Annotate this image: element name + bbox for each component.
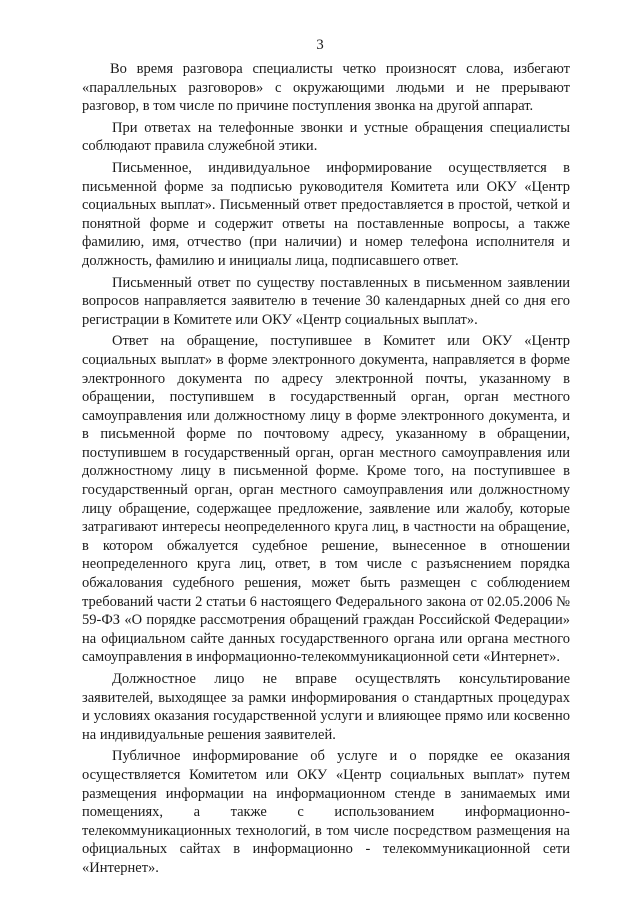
paragraph-written-response-deadline: Письменный ответ по существу поставленных в письменном заявлении вопросов направляется заявителю в течение 30 календарных дней со дня его регистрации в Комитете или ОКУ «Центр социальных выплат». [82, 274, 570, 328]
paragraph-official-limits: Должностное лицо не вправе осуществлять консультирование заявителей, выходящее за рамки информирования о стандартных процедурах и условиях оказания государственной услуги и влияющее прямо или косвенно на индивидуальные решения заявителей. [82, 671, 570, 743]
paragraph-service-ethics: При ответах на телефонные звонки и устные обращения специалисты соблюдают правила служебной этики. [82, 119, 570, 155]
paragraph-electronic-response: Ответ на обращение, поступившее в Комитет или ОКУ «Центр социальных выплат» в форме электронного документа, направляется в форме электронного документа по адресу электронной почты, указанному в обращении, поступившем в государственный орган, орган местного самоуправления или должностному лицу в форме электронного документа, и в письменной форме по почтовому адресу, указанному в обращении, поступившем в государственный орган, орган местного самоуправления или должностному лицу в письменной форме. Кроме того, на поступившее в государственный орган, орган местного самоуправления или должностному лицу обращение, содержащее предложение, заявление или жалобу, которые затрагивают интересы неопределенного круга лиц, в частности на обращение, в котором обжалуется судебное решение, вынесенное в отношении неопределенного круга лиц, ответ, в том числе с разъяснением порядка обжалования судебного решения, может быть размещен с соблюдением требований части 2 статьи 6 настоящего Федерального закона от 02.05.2006 № 59-ФЗ «О порядке рассмотрения обращений граждан Российской Федерации» на официальном сайте данных государственного органа или органа местного самоуправления в информационно-телекоммуникационной сети «Интернет». [82, 333, 570, 666]
paragraph-written-informing: Письменное, индивидуальное информирование осуществляется в письменной форме за подписью руководителя Комитета или ОКУ «Центр социальных выплат». Письменный ответ предоставляется в простой, четкой и понятной форме и содержит ответы на поставленные вопросы, а также фамилию, имя, отчество (при наличии) и номер телефона исполнителя и должность, фамилию и инициалы лица, подписавшего ответ. [82, 159, 570, 269]
paragraph-public-informing: Публичное информирование об услуге и о порядке ее оказания осуществляется Комитетом или ОКУ «Центр социальных выплат» путем размещения информации на информационном стенде в занимаемых ими помещениях, а также с использованием информационно-телекоммуникационных технологий, в том числе посредством размещения на официальных сайтах в информационно - телекоммуникационной сети «Интернет». [82, 748, 570, 876]
document-body [82, 60, 570, 881]
page-number: 3 [316, 37, 324, 53]
paragraph-conversation-rules: Во время разговора специалисты четко произносят слова, избегают «параллельных разговоров» с окружающими людьми и не прерывают разговор, в том числе по причине поступления звонка на другой аппарат. [82, 61, 570, 115]
